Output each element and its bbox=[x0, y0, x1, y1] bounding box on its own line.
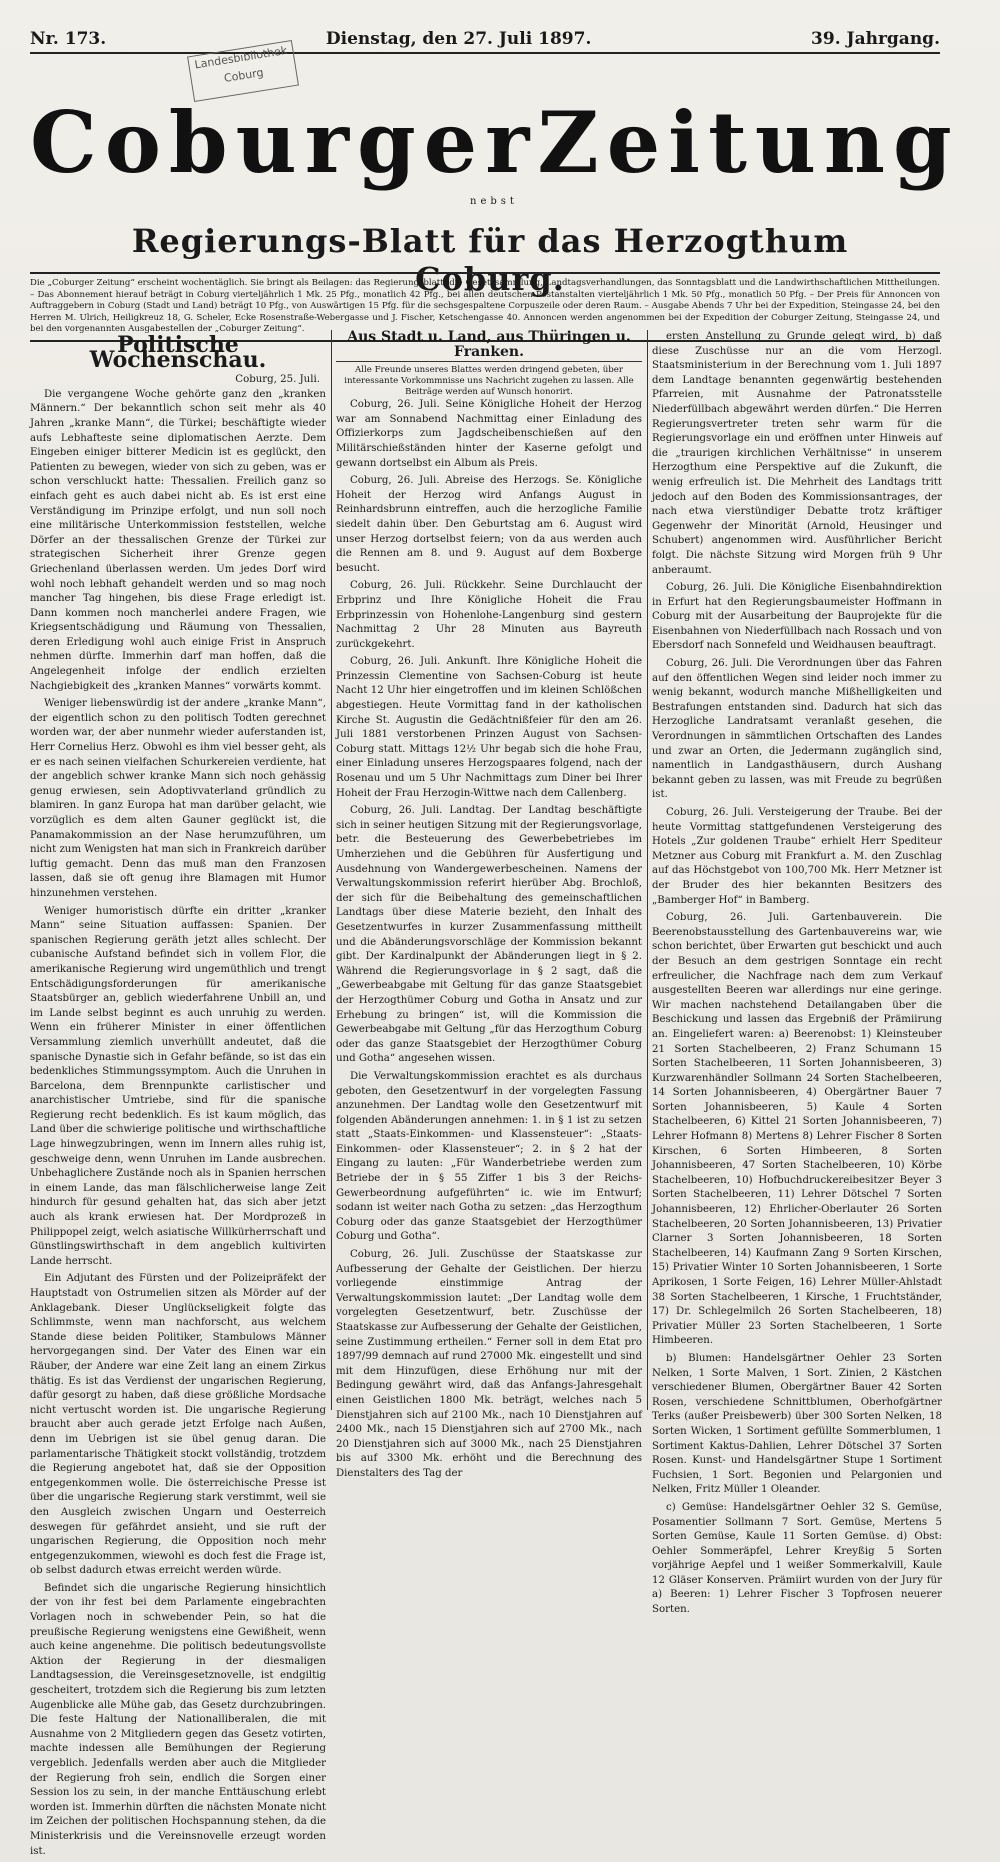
news-item: Coburg, 26. Juli. Landtag. Der Landtag beschäftigte sich in seiner heutigen Sitzung mit der Regierungsvorlage, betr. die Besteuerung des Gewerbebetriebes im Umherziehen und die Gebühren für Ausfertigung und Ausdehnung von Wandergewerbescheinen. Namens der Verwaltungskommission referirt hierüber Abg. Brochloß, der sich für die Beibehaltung des gemeinschaftlichen Landtags über diese Materie bezieht, den Inhalt des Gesetzentwurfes in kurzer Zusammenfassung mittheilt und die Abänderungsvorschläge der Kommission bekannt gibt. Der Kardinalpunkt der Abänderungen liegt in § 2. Während die Regierungsvorlage in § 2 sagt, daß die „Gewerbeabgabe mit Geltung für das ganze Staatsgebiet der Herzogthümer Coburg und Gotha in Ansatz und zur Erhebung zu bringen“ ist, will die Kommission die Gewerbeabgabe mit Geltung „für das Herzogthum Coburg oder das ganze Staatsgebiet der Herzogthümer Coburg und Gotha“ angesehen wissen. bbox=[336, 805, 642, 1065]
masthead bbox=[30, 92, 960, 192]
news-item: Coburg, 26. Juli. Versteigerung der Traube. Bei der heute Vormittag stattgefundenen Versteigerung des Hotels „Zur goldenen Traube“ erhielt Herr Spediteur Metzner aus Coburg mit Frankfurt a. M. den Zuschlag auf das Höchstgebot von 100,700 Mk. Herr Metzner ist der Bruder des hier bekannten Besitzers des „Bamberger Hof“ in Bamberg. bbox=[652, 807, 942, 906]
nebst-label: nebst bbox=[470, 196, 518, 207]
news-item: Coburg, 26. Juli. Zuschüsse der Staatskasse zur Aufbesserung der Gehalte der Geistlichen. Der hierzu vorliegende einstimmige Antrag der Verwaltungskommission lautet: „Der Landtag wolle dem vorgelegten Gesetzentwurf, betr. Zuschüsse der Staatskasse zur Aufbesserung der Gehalte der Geistlichen, seine Zustimmung ertheilen.“ Ferner soll in dem Etat pro 1897/99 demnach auf rund 27000 Mk. eingestellt und sind mit dem Hinzufügen, diese Erhöhung nur mit der Bedingung gewährt wird, daß das Anfangs-Jahresgehalt einen Geistlichen 1800 Mk. beträgt, welches nach 5 Dienstjahren sich auf 2100 Mk., nach 10 Dienstjahren auf 2400 Mk., nach 15 Dienstjahren sich auf 2700 Mk., nach 20 Dienstjahren sich auf 3000 Mk., nach 25 Dienstjahren bis auf 3300 Mk. erhöht und die Berechnung des Dienstalters des Tag der bbox=[336, 1249, 642, 1479]
issue-date: Dienstag, den 27. Juli 1897. bbox=[325, 29, 592, 49]
column-rule-2 bbox=[647, 330, 648, 1410]
stamp-line-2: Coburg bbox=[223, 65, 265, 85]
news-item: Coburg, 26. Juli. Die Königliche Eisenbahndirektion in Erfurt hat den Regierungsbaumeister Hoffmann in Coburg mit der Ausarbeitung der Bauprojekte für die Eisenbahnen von Niederfüllbach nach Rossach und von Ebersdorf nach Sonnefeld und Weidhausen beauftragt. bbox=[652, 582, 942, 652]
news-item: b) Blumen: Handelsgärtner Oehler 23 Sorten Nelken, 1 Sorte Malven, 1 Sort. Zinien, 2 Kästchen verschiedener Blumen, Obergärtner Bauer 42 Sorten Rosen, verschiedene Schnittblumen, Oberhofgärtner Terks (außer Preisbewerb) über 300 Sorten Nelken, 18 Sorten Wicken, 1 Sortiment gefüllte Sommerblumen, 1 Sortiment Kaktus-Dahlien, Lehrer Dötschel 37 Sorten Rosen. Kunst- und Handelsgärtner Stupe 1 Sortiment Fuchsien, 1 Sort. Begonien und Pelargonien und Nelken, Fritz Müller 1 Oleander. bbox=[652, 1352, 942, 1496]
article-paragraph: Weniger humoristisch dürfte ein dritter „kranker Mann“ seine Situation auffassen: Spanien. Der spanischen Regierung geräth jetzt alles schlecht. Der cubanische Aufstand befindet sich in vollem Flor, die amerikanische Regierung wird ungemüthlich und trengt Entschädigungsforderungen für amerikanische Staatsbürger an, geblich wiederfahrene Unbill an, und im Lande selbst beginnt es auch unruhig zu werden. Wenn ein früherer Minister in einer öffentlichen Versammlung ziemlich unverhüllt andeutet, daß die spanische Dynastie sich in Gefahr befände, so ist das ein bedenkliches Stimmungssymptom. Auch die Unruhen in Barcelona, dem Brennpunkte carlistischer und anarchistischer Umtriebe, sind für die spanische Regierung recht bedenklich. Es ist kaum möglich, das Land über die schwierige politische und wirthschaftliche Lage hinwegzubringen, wenn im Innern alles ruhig ist, geschweige denn, wenn Unruhen im Lande ausbrechen. Unbehaglichere Zustände noch als in Spanien herrschen in einem Lande, das man fälschlicherweise lange Zeit hindurch für gesund gehalten hat, das sich aber jetzt auch als krank erwiesen hat. Der Mordprozeß in Philippopel zeigt, welch asiatische Willkürherrschaft und Günstlingswirthschaft in dem angeblich kultivirten Lande herrscht. bbox=[30, 905, 326, 1267]
stamp-line-1: Landesbibliothek bbox=[193, 43, 289, 72]
volume-number: 39. Jahrgang. bbox=[811, 29, 940, 49]
issue-number: Nr. 173. bbox=[30, 29, 107, 49]
title-left: Coburger bbox=[30, 92, 538, 192]
news-item: Coburg, 26. Juli. Abreise des Herzogs. Se. Königliche Hoheit der Herzog wird Anfangs August in Reinhardsbrunn eintreffen, auch die herzogliche Familie siedelt dahin über. Den Geburtstag am 6. August wird unser Herzog dortselbst feiern; von da aus werden auch die Rennen am 8. und 9. August auf dem Boxberge besucht. bbox=[336, 475, 642, 574]
news-item: Coburg, 26. Juli. Die Verordnungen über das Fahren auf den öffentlichen Wegen sind leider noch immer zu wenig bekannt, wodurch manche Mißhelligkeiten und Bestrafungen entstanden sind. Dadurch hat sich das Herzogliche Landratsamt veranlaßt gesehen, die Verordnungen in sämmtlichen Ortschaften des Landes und zwar an Orten, die Jedermann zugänglich sind, namentlich in Landgasthäusern, durch Aushang bekannt geben zu lassen, was mit Freude zu begrüßen ist. bbox=[652, 658, 942, 801]
article-paragraph: Befindet sich die ungarische Regierung hinsichtlich der von ihr fest bei dem Parlamente eingebrachten Vorlagen noch in schwebender Pein, so hat die preußische Regierung wenigstens eine Gewißheit, wenn auch keine angenehme. Die politisch bedeutungsvollste Aktion der Regierung in der diesmaligen Landtagsession, die Vereinsgesetznovelle, ist endgiltig gescheitert, trotzdem sich die Regierung bis zum letzten Augenblicke alle Mühe gab, das Gesetz durchzubringen. Die feste Haltung der Nationalliberalen, die mit Ausnahme von 2 Mitgliedern gegen das Gesetz votirten, machte indessen alle Bemühungen der Regierung vergeblich. Jedenfalls werden aber auch die Mitglieder der Regierung froh sein, endlich die Sorgen einer Session los zu sein, in der manche Enttäuschung erlebt worden ist. Immerhin dürften die nächsten Monate nicht im Zeichen der politischen Hochspannung stehen, da die Ministerkrisis und die Vereinsnovelle erzeugt worden ist. bbox=[30, 1582, 326, 1857]
news-item: Die Verwaltungskommission erachtet es als durchaus geboten, den Gesetzentwurf in der vorgelegten Fassung anzunehmen. Der Landtag wolle den Gesetzentwurf mit folgenden Abänderungen annehmen: 1. in § 1 ist zu setzen statt „Staats-Einkommen- und Klassensteuer“: „Staats-Einkommen- oder Klassensteuer“; 2. in § 2 hat der Eingang zu lauten: „Für Wanderbetriebe werden zum Betriebe der in § 55 Ziffer 1 bis 3 der Reichs-Gewerbeordnung aufgeführten“ ic. wie im Entwurf; sodann ist weiter nach Gotha zu setzen: „das Herzogthum Coburg oder das ganze Staatsgebiet der Herzogthümer Coburg und Gotha“. bbox=[336, 1070, 642, 1243]
title-right: Zeitung bbox=[537, 92, 960, 192]
news-item: ersten Anstellung zu Grunde gelegt wird, b) daß diese Zuschüsse nur an die vom Herzogl. Staatsministerium in der Berechnung vom 1. Juli 1897 dem Landtage benannten gegenwärtig bestehenden Pfarreien, mit Ausnahme der Patronatsstelle Niederfüllbach abgewährt werden dürfen.“ Die Herren Regierungsvertreter treten sehr warm für die Regierungsvorlage ein und eröffnen unter Hinweis auf die „traurigen kirchlichen Verhältnisse“ in unserem Herzogthum eine Perspektive auf die Zukunft, die wenig erfreulich ist. Die Mehrheit des Landtags tritt jedoch auf den Boden des Kommissionsantrages, der nach etwa vierstündiger Debatte trotz kräftiger Gegenwehr der Minorität (Arnold, Heusinger und Schubert) angenommen wird. Ausführlicher Bericht folgt. Die nächste Sitzung wird Morgen früh 9 Uhr anberaumt. bbox=[652, 331, 942, 576]
section-intro: Alle Freunde unseres Blattes werden dringend gebeten, über interessante Vorkommnisse uns Nachricht zugehen zu lassen. Alle Beiträge werden auf Wunsch honorirt. bbox=[344, 365, 634, 398]
section-heading-politics: Politische Wochenschau. bbox=[89, 332, 267, 373]
article-paragraph: Ein Adjutant des Fürsten und der Polizeipräfekt der Hauptstadt von Ostrumelien sitzen als Mörder auf der Anklagebank. Dieser Unglückseligkeit folgte das Schlimmste, wenn man nachforscht, aus welchem Stande diese beiden Politiker, Stambulows Männer hervorgegangen sind. Der Vater des Einen war ein Räuber, der Andere war eine Zeit lang an einem Zirkus thätig. Es ist das Verdienst der ungarischen Regierung, dafür gesorgt zu haben, daß diese größliche Mordsache nicht vertuscht worden ist. Die ungarische Regierung braucht aber auch gerade jetzt Erfolge nach Außen, denn im Uebrigen ist sie übel genug daran. Die parlamentarische Thätigkeit stockt vollständig, trotzdem die Regierung angebotet hat, daß sie der Opposition entgegenkommen wolle. Die österreichische Presse ist über die ungarische Regierung stark verstimmt, weil sie den Ausgleich zwischen Ungarn und Oesterreich deswegen für gefährdet ansieht, und sie ruft der ungarischen Regierung, die Opposition noch mehr entgegenzukommen, wiewohl es doch fest die Frage ist, ob selbst dadurch etwas erreicht werden würde. bbox=[30, 1273, 326, 1577]
news-item: Coburg, 26. Juli. Seine Königliche Hoheit der Herzog war am Sonnabend Nachmittag einer Einladung des Offizierkorps zum Jagdscheibenschießen auf den Militärschießständen hinter der Kaserne gefolgt und gewann dortselbst ein Album als Preis. bbox=[336, 399, 642, 469]
dateline: Coburg, 25. Juli. bbox=[235, 374, 320, 386]
subtitle: Regierungs-Blatt für das Herzogthum Coburg. bbox=[131, 222, 849, 298]
subscription-notice: Die „Coburger Zeitung“ erscheint wochentäglich. Sie bringt als Beilagen: das Regierungsblatt, die Gesetzsammlung, Landtagsverhandlungen, das Sonntagsblatt und die Landwirthschaftlichen Mittheilungen. – Das Abonnement hierauf beträgt in Coburg vierteljährlich 1 Mk. 25 Pfg., monatlich 42 Pfg., bei allen deutschen Postanstalten vierteljährlich 1 Mk. 50 Pfg., monatlich 50 Pfg. – Der Preis für Annoncen von Auftraggebern in Coburg (Stadt und Land) beträgt 10 Pfg., von Auswärtigen 15 Pfg. für die sechsgespaltene Corpuszeile oder deren Raum. – Ausgabe Abends 7 Uhr bei der Expedition, Steingasse 24, bei den Herren M. Ulrich, Heiligkreuz 18, G. Scheler, Ecke Rosenstraße-Webergasse und J. Fischer, Ketschengasse 40. Annoncen werden angenommen bei der Expedition der Coburger Zeitung, Steingasse 24, und bei den vorgenannten Ausgabestellen der „Coburger Zeitung“. bbox=[30, 272, 940, 342]
news-item: c) Gemüse: Handelsgärtner Oehler 32 S. Gemüse, Posamentier Sollmann 7 Sort. Gemüse, Mertens 5 Sorten Gemüse, Kaule 11 Sorten Gemüse. d) Obst: Oehler Sommeräpfel, Lehrer Kreyßig 5 Sorten vorjährige Aepfel und 1 weißer Sommerkalvill, Kaule 12 Gläser Konserven. Prämiirt wurden von der Jury für a) Beeren: 1) Lehrer Fischer 3 Topfrosen neuerer Sorten. bbox=[652, 1501, 942, 1616]
news-item: Coburg, 26. Juli. Rückkehr. Seine Durchlaucht der Erbprinz und Ihre Königliche Hoheit die Frau Erbprinzessin von Hohenlohe-Langenburg sind gestern Nachmittag 2 Uhr 28 Minuten aus Bayreuth zurückgekehrt. bbox=[336, 580, 642, 650]
column-continued bbox=[652, 330, 942, 1621]
article-paragraph: Die vergangene Woche gehörte ganz den „kranken Männern.“ Der bekanntlich schon seit mehr als 40 Jahren „kranke Mann“, die Türkei; beschäftigte wieder aufs Lebhafteste seine diplomatischen Aerzte. Dem Eingeben einiger bitterer Medicin ist es geglückt, den Patienten zu bewegen, wieder von sich zu geben, was er schon verschluckt hatte: Thessalien. Freilich ganz so einfach geht es auch dabei nicht ab. Es ist erst eine Verständigung im Prinzipe erfolgt, und nun soll noch eine militärische Unterkommission feststellen, welche Dörfer an der thessalischen Grenze der Türkei zur strategischen Sicherheit ihrer Grenze gegen Griechenland überlassen werden. Um jedes Dorf wird wohl noch lebhaft gehandelt werden und so mag noch mancher Tag hingehen, bis diese Frage erledigt ist. Dann kommen noch mancherlei andere Fragen, wie Kriegsentschädigung und Räumung von Thessalien, deren Erledigung wohl auch einige Frist in Anspruch nehmen dürfte. Immerhin darf man hoffen, daß die Angelegenheit infolge der endlich erzielten Nachgiebigkeit des „kranken Mannes“ vorwärts kommt. bbox=[30, 388, 326, 692]
column-local-news bbox=[336, 330, 642, 1485]
column-rule-1 bbox=[331, 330, 332, 1410]
news-item: Coburg, 26. Juli. Gartenbauverein. Die Beerenobstausstellung des Gartenbauvereins war, wie schon berichtet, über Erwarten gut beschickt und auch der Besuch an dem gestrigen Sonntage ein recht erfreulicher, die Nachfrage nach dem zum Verkauf ausgestellten Beeren war allerdings nur eine geringe. Wir machen nachstehend Detailangaben über die Beschickung und lassen das Ergebniß der Prämiirung an. Eingeliefert waren: a) Beerenobst: 1) Kleinsteuber 21 Sorten Stachelbeeren, 2) Franz Schumann 15 Sorten Stachelbeeren, 11 Sorten Johannisbeeren, 3) Kurzwarenhändler Sollmann 24 Sorten Stachelbeeren, 14 Sorten Johannisbeeren, 4) Obergärtner Bauer 7 Sorten Johannisbeeren, 5) Kaule 4 Sorten Stachelbeeren, 6) Kittel 21 Sorten Johannisbeeren, 7) Lehrer Hofmann 8) Mertens 8) Lehrer Fischer 8 Sorten Kirschen, 6 Sorten Himbeeren, 8 Sorten Johannisbeeren, 47 Sorten Stachelbeeren, 10) Körbe Stachelbeeren, 10) Hofbuchdruckereibesitzer Beyer 3 Sorten Stachelbeeren, 11) Lehrer Dötschel 7 Sorten Johannisbeeren, 12) Ehrlicher-Oberlauter 26 Sorten Stachelbeeren, 20 Sorten Johannisbeeren, 13) Privatier Clarner 3 Sorten Johannisbeeren, 18 Sorten Stachelbeeren, 14) Kaufmann Zang 9 Sorten Kirschen, 15) Privatier Winter 10 Sorten Johannisbeeren, 1 Sorte Aprikosen, 1 Sorte Feigen, 16) Lehrer Müller-Ahlstadt 38 Sorten Stachelbeeren, 1 Kirsche, 1 Fruchtständer, 17) Dr. Schlegelmilch 26 Sorten Stachelbeeren, 18) Privatier Müller 23 Sorten Stachelbeeren, 1 Sorte Himbeeren. bbox=[652, 912, 942, 1347]
section-heading-local: Aus Stadt u. Land, aus Thüringen u. Franken. bbox=[336, 330, 642, 362]
header-line bbox=[30, 26, 940, 54]
news-item: Coburg, 26. Juli. Ankunft. Ihre Königliche Hoheit die Prinzessin Clementine von Sachsen-Coburg ist heute Nacht 12 Uhr hier eingetroffen und im kleinen Schlößchen abgestiegen. Heute Vormittag fand in der katholischen Kirche St. Augustin die Gedächtnißfeier für den am 26. Juli 1881 verstorbenen Prinzen August von Sachsen-Coburg statt. Mittags 12½ Uhr begab sich die hohe Frau, einer Einladung unseres Herzogspaares folgend, nach der Rosenau und um 5 Uhr Nachmittags zum Diner bei Ihrer Hoheit der Frau Herzogin-Wittwe nach dem Callenberg. bbox=[336, 656, 642, 799]
article-paragraph: Weniger liebenswürdig ist der andere „kranke Mann“, der eigentlich schon zu den politisch Todten gerechnet worden war, der aber nunmehr wieder auferstanden ist, Herr Cornelius Herz. Obwohl es ihm viel besser geht, als er es nach seinen vielfachen Schurkereien verdiente, hat der angeblich schwer kranke Mann sich noch gehässig genug erwiesen, sein Adoptivvaterland gründlich zu blamiren. In ganz Europa hat man darüber gelacht, wie vorzüglich es dem alten Gauner geglückt ist, die Panamakommission an der Nase herumzuführen, um nicht zum Wenigsten hat man sich in Frankreich darüber luftig gemacht. Denn das muß man den Franzosen lassen, daß sie oft genug ihre Blamagen mit Humor hinzunehmen verstehen. bbox=[30, 698, 326, 899]
column-politics bbox=[30, 330, 326, 1862]
